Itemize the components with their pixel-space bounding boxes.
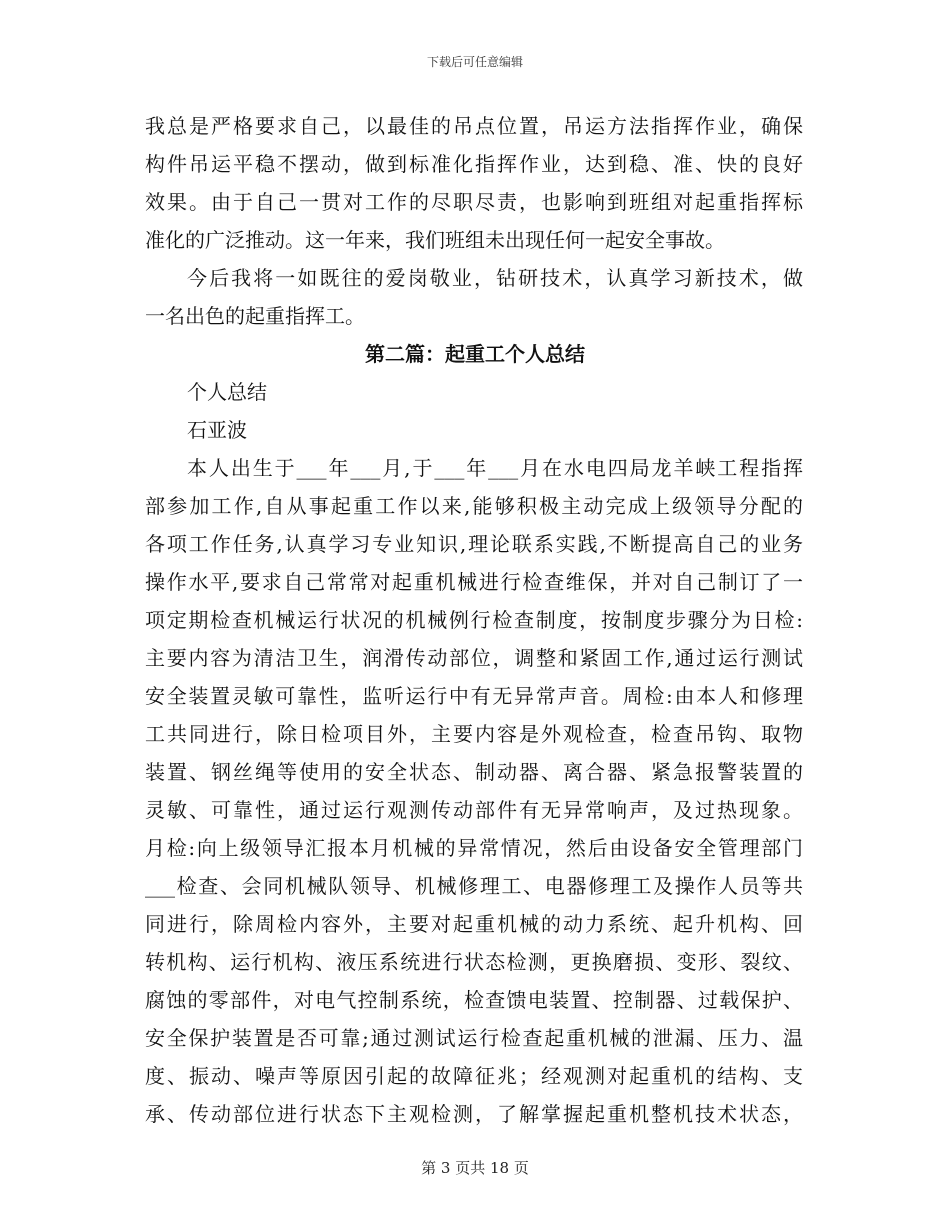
- text-line: 准化的广泛推动。这一年来，我们班组未出现任何一起安全事故。: [145, 228, 725, 252]
- text-line: 度、振动、噪声等原因引起的故障征兆；经观测对起重机的结构、支: [145, 1064, 803, 1088]
- page-footer: 第 3 页共 18 页: [421, 1159, 529, 1177]
- text-line: 腐蚀的零部件，对电气控制系统，检查馈电装置、控制器、过载保护、: [145, 988, 803, 1012]
- text-line: 承、传动部位进行状态下主观检测，了解掌握起重机整机技术状态，: [145, 1102, 803, 1126]
- text-line: ___检查、会同机械队领导、机械修理工、电器修理工及操作人员等共: [145, 874, 803, 898]
- text-line: 项定期检查机械运行状况的机械例行检查制度，按制度步骤分为日检:: [145, 608, 803, 632]
- text-line: 工共同进行，除日检项目外，主要内容是外观检查，检查吊钩、取物: [145, 722, 803, 746]
- author-name: 石亚波: [187, 418, 247, 442]
- text-line: 操作水平,要求自己常常对起重机械进行检查维保，并对自己制订了一: [145, 570, 803, 594]
- text-line: 转机构、运行机构、液压系统进行状态检测，更换磨损、变形、裂纹、: [145, 950, 803, 974]
- text-line: 同进行，除周检内容外，主要对起重机械的动力系统、起升机构、回: [145, 912, 803, 936]
- text-line: 效果。由于自己一贯对工作的尽职尽责，也影响到班组对起重指挥标: [145, 190, 803, 214]
- text-line: 一名出色的起重指挥工。: [145, 304, 365, 328]
- text-line: 灵敏、可靠性，通过运行观测传动部件有无异常响声，及过热现象。: [145, 798, 803, 822]
- section-heading: 第二篇：起重工个人总结: [365, 342, 585, 366]
- text-line: 装置、钢丝绳等使用的安全状态、制动器、离合器、紧急报警装置的: [145, 760, 803, 784]
- text-line: 本人出生于___年___月,于___年___月在水电四局龙羊峡工程指挥: [187, 456, 803, 480]
- text-line: 月检:向上级领导汇报本月机械的异常情况，然后由设备安全管理部门: [145, 836, 803, 860]
- text-line: 构件吊运平稳不摆动，做到标准化指挥作业，达到稳、准、快的良好: [145, 152, 803, 176]
- text-line: 安全装置灵敏可靠性，监听运行中有无异常声音。周检:由本人和修理: [145, 684, 803, 708]
- page-header: 下载后可任意编辑: [426, 55, 523, 69]
- text-line: 主要内容为清洁卫生，润滑传动部位，调整和紧固工作,通过运行测试: [145, 646, 803, 670]
- text-line: 安全保护装置是否可靠;通过测试运行检查起重机械的泄漏、压力、温: [145, 1026, 803, 1050]
- text-line: 个人总结: [187, 380, 267, 404]
- text-line: 今后我将一如既往的爱岗敬业，钻研技术，认真学习新技术，做: [187, 266, 803, 290]
- text-line: 各项工作任务,认真学习专业知识,理论联系实践,不断提高自己的业务: [145, 532, 803, 556]
- text-line: 部参加工作,自从事起重工作以来,能够积极主动完成上级领导分配的: [145, 494, 803, 518]
- text-line: 我总是严格要求自己，以最佳的吊点位置，吊运方法指挥作业，确保: [145, 114, 803, 138]
